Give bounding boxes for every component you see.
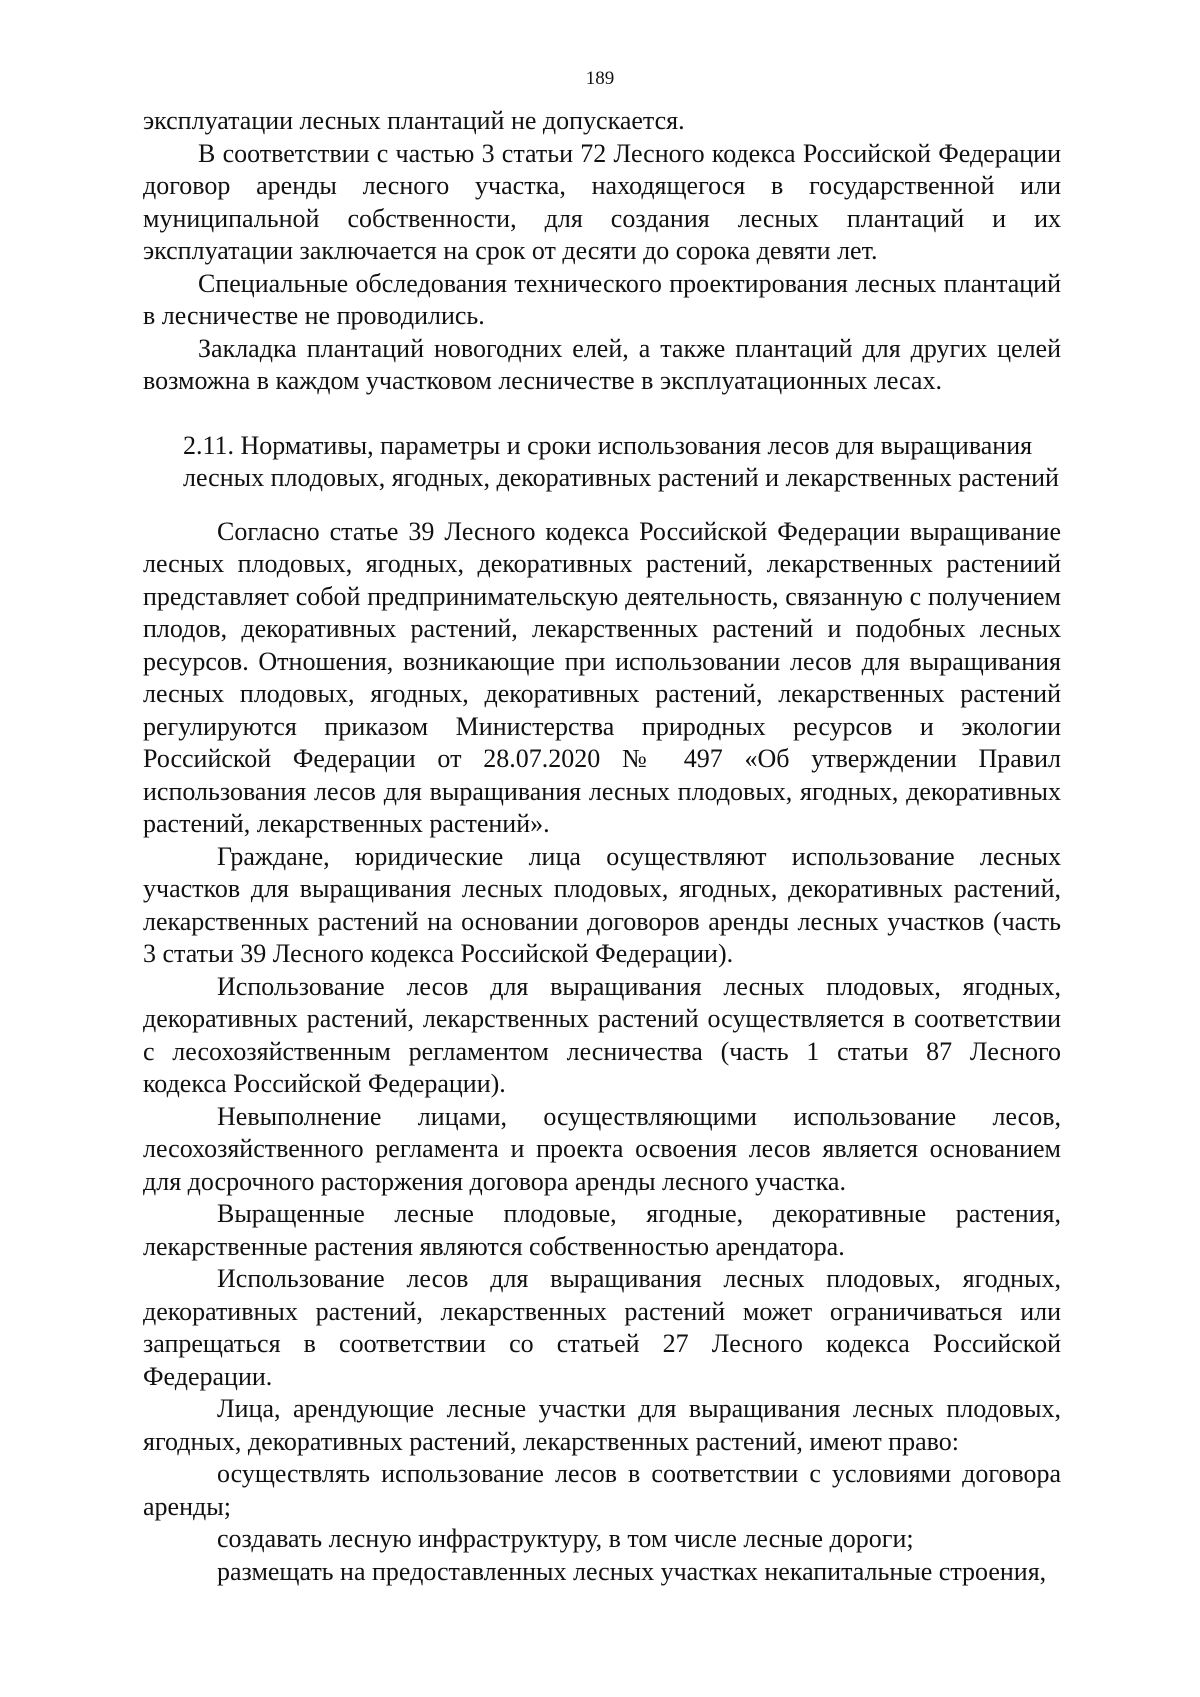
section-heading: [143, 430, 1061, 494]
paragraph: Невыполнение лицами, осуществляющими использование лесов, лесохозяйственного регламента и проекта освоения лесов является основанием для досрочного расторжения договора аренды лесного участка.: [143, 1101, 1061, 1196]
paragraph: Граждане, юридические лица осуществляют использование лесных участков для выращивания лесных плодовых, ягодных, декоративных растений, лекарственных растений на основании договоров аренды лесных участков (часть 3 статьи 39 Лесного кодекса Российской Федерации).: [143, 841, 1061, 968]
document-body: [143, 105, 1061, 1588]
paragraph: Закладка плантаций новогодних елей, а также плантаций для других целей возможна в каждом участковом лесничестве в эксплуатационных лесах.: [143, 333, 1061, 395]
paragraph: Использование лесов для выращивания лесных плодовых, ягодных, декоративных растений, лекарственных растений осуществляется в соответствии с лесохозяйственным регламентом лесничества (часть 1 статьи 87 Лесного кодекса Российской Федерации).: [143, 971, 1061, 1098]
list-item: размещать на предоставленных лесных участках некапитальные строения,: [217, 1556, 1047, 1586]
paragraph: Согласно статье 39 Лесного кодекса Российской Федерации выращивание лесных плодовых, ягодных, декоративных растений, лекарственных растениий представляет собой предпринимательскую деятельность, связанную с получением плодов, декоративных растений, лекарственных растений и подобных лесных ресурсов. Отношения, возникающие при использовании лесов для выращивания лесных плодовых, ягодных, декоративных растений, лекарственных растений регулируются приказом Министерства природных ресурсов и экологии Российской Федерации от 28.07.2020 № 497 «Об утверждении Правил использования лесов для выращивания лесных плодовых, ягодных, декоративных растений, лекарственных растений».: [143, 516, 1061, 838]
paragraph: Лица, арендующие лесные участки для выращивания лесных плодовых, ягодных, декоративных растений, лекарственных растений, имеют право:: [143, 1394, 1061, 1456]
section-heading-line: 2.11. Нормативы, параметры и сроки использования лесов для выращивания: [183, 430, 1033, 460]
paragraph: эксплуатации лесных плантаций не допускается.: [143, 106, 685, 135]
section-heading-line: лесных плодовых, ягодных, декоративных растений и лекарственных растений: [183, 462, 1059, 492]
paragraph: Специальные обследования технического проектирования лесных плантаций в лесничестве не проводились.: [143, 268, 1061, 330]
paragraph: Выращенные лесные плодовые, ягодные, декоративные растения, лекарственные растения являются собственностью арендатора.: [143, 1199, 1061, 1261]
list-item: осуществлять использование лесов в соответствии с условиями договора аренды;: [143, 1459, 1061, 1521]
paragraph: В соответствии с частью 3 статьи 72 Лесного кодекса Российской Федерации договор аренды лесного участка, находящегося в государственной или муниципальной собственности, для создания лесных плантаций и их эксплуатации заключается на срок от десяти до сорока девяти лет.: [143, 138, 1061, 265]
page-number: 189: [585, 68, 615, 89]
paragraph: Использование лесов для выращивания лесных плодовых, ягодных, декоративных растений, лекарственных растений может ограничиваться или запрещаться в соответствии со статьей 27 Лесного кодекса Российской Федерации.: [143, 1264, 1061, 1391]
list-item: создавать лесную инфраструктуру, в том числе лесные дороги;: [217, 1524, 914, 1553]
